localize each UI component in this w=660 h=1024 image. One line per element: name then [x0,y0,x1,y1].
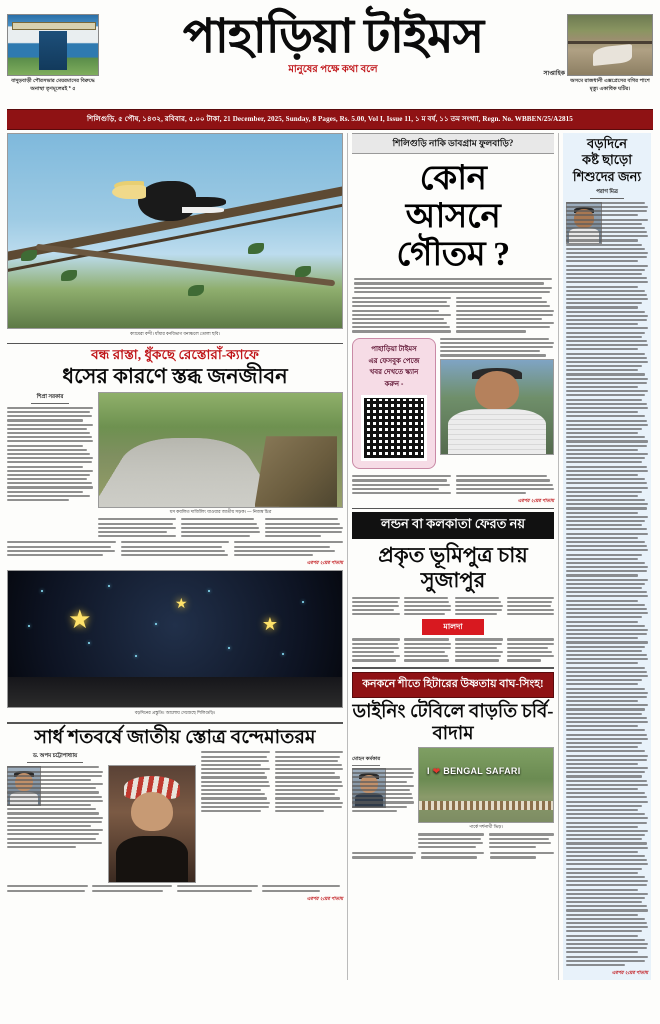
face [131,792,172,831]
hornbill-bird [138,181,196,221]
landslide-photo-caption: ধস কবলিত দার্জিলিং যাওয়ার জাতীয় সড়ক। — নিজস্ব চিত্র [169,509,272,515]
safari-kicker: কনকনে শীতে হিটারের উষ্ণতায় বাঘ-সিংহ! [352,672,554,698]
qr-code-icon[interactable] [361,395,427,461]
landslide-body-lower [7,541,343,558]
leaf-icon [61,270,77,281]
sujapur-body-2 [352,638,554,663]
issue-info-bar: শিলিগুড়ি, ৫ পৌষ, ১৪৩২, রবিবার, ৫.০০ টাকা, 21 December, 2025, Sunday, 8 Pages, Rs. 5.00, Vol I, Issue 11, ১ ম বর্ষ, ১১ তম সংখ্যা, Regn. No. WBBEN/25/A2815 [7,109,653,130]
landslide-body-text [7,407,93,501]
safari-byline: মোহন কর্মকার [352,756,380,766]
landslide-byline: শিপ্রা সরকার [7,392,93,407]
sujapur-headline-line-1: প্রকৃত ভূমিপুত্র চায় [378,543,528,568]
christmas-headline-line-2: কষ্ট ছাড়ো [581,152,633,168]
christmas-lights-photo [7,570,343,708]
sujapur-kicker: লন্ডন বা কলকাতা ফেরত নয় [352,512,554,539]
main-story-dateline [352,278,554,297]
hornbill-lead-photo [7,133,343,329]
fence [419,801,553,810]
left-column [7,133,347,980]
lights-photo-caption: বড়দিনের প্রস্তুতি। আলোয় সেজেছে শিলিগুড়ি। [134,709,216,715]
christmas-story-panel [563,133,651,980]
qr-promo-line-4: করুন - [384,381,404,389]
landslide-headline: ধসের কারণে স্তব্ধ জনজীবন [62,363,288,388]
periodicity-label: সাপ্তাহিক [543,71,565,78]
vandemataram-body-3 [7,885,343,893]
star-decoration-icon: ★ [175,594,188,611]
heart-icon: ❤ [432,765,441,776]
christmas-headline-line-3: শিশুদের জন্য [572,168,642,184]
masthead-right-photo-caption: অসমে রাজধানী এক্সপ্রেসের বগির পাশে মৃত্যু একাধিক ঘটির। [570,78,650,92]
landslide-body-continued [98,518,343,539]
main-headline-line-3: গৌতম ? [396,236,510,274]
qr-promo-line-1: পাহাড়িয়া টাইমস [371,345,417,353]
landslide-continued-marker: এরপর ২য়ের পাতায় [306,560,343,566]
bankimchandra-portrait-photo [108,765,196,883]
newspaper-title: পাহাড়িয়া টাইমস [182,11,484,63]
leaf-icon [188,285,204,296]
tree-branch-lower [35,244,334,287]
sujapur-body-1 [352,597,554,618]
bengal-safari-sign: I ❤ BENGAL SAFARI [427,765,521,776]
main-story-body-2 [440,338,554,357]
landslide-kicker: বন্ধ রাস্তা, ধুঁকছে রেস্তোরাঁ-ক্যাফে [91,346,259,362]
christmas-byline: পরাগ মিত্র [566,187,648,202]
divider [7,722,343,724]
landslide-road-photo [98,392,343,508]
star-decoration-icon: ★ [68,604,92,635]
christmas-headline-line-1: বড়দিনে [586,136,628,151]
leaf-icon [295,266,311,277]
main-headline-line-1: কোন [419,160,487,197]
safari-headline: ডাইনিং টেবিলে বাড়তি চর্বি-বাদাম [352,701,554,744]
sujapur-headline-line-2: সুজাপুর [420,568,486,593]
municipality-building-photo [7,14,99,76]
masthead-left-photo-caption: বাদুড়বাড়ী পৌরসভার মেয়রমাদের বিরুদ্ধে অনাস্থা তৃণমূলেরই * ৫ [11,78,95,92]
main-story-body-1 [352,297,554,335]
qr-promo-line-3: খবর দেখতে স্ক্যান [369,369,419,377]
facebook-qr-promo[interactable] [352,338,436,470]
star-decoration-icon: ★ [261,613,278,634]
train-accident-photo [567,14,653,76]
malda-location-badge: মালদা [422,619,484,635]
christmas-body-1 [566,202,648,966]
vandemataram-headline: সার্ধ শতবর্ষে জাতীয় স্তোত্র বন্দেমাতরম [34,726,316,748]
safari-body-2 [418,833,554,850]
robe [116,836,188,882]
vandemataram-body-1 [7,766,103,848]
middle-column [347,133,559,980]
bengal-safari-photo [418,747,554,823]
masthead-center [99,11,567,79]
qr-promo-line-2: এর ফেসবুক পেজে [368,357,420,365]
christmas-continued-marker: এরপর ২য়ের পাতায় [611,970,648,976]
content-grid [7,133,653,980]
vandemataram-byline: ড. অপম চট্টোপাধ্যায় [7,751,103,766]
main-story-continued-marker: এরপর ২য়ের পাতায় [517,498,554,504]
divider [352,508,554,509]
vandemataram-continued-marker: এরপর ২য়ের পাতায় [306,895,343,901]
masthead [7,6,653,106]
leaf-icon [248,243,264,254]
safari-body-3 [352,852,554,860]
vandemataram-body-2 [201,751,343,814]
newspaper-tagline: মানুষের পক্ষে কথা বলে [288,64,378,76]
masthead-right-photo-block [567,14,653,94]
right-column [559,133,651,980]
safari-photo-caption: পার্কে দর্শনার্থী ভিড়। [469,824,503,830]
politician-portrait-photo [440,359,554,455]
main-headline-line-2: আসনে [405,198,501,236]
main-story-body-3 [352,475,554,496]
masthead-left-photo-block [7,14,99,94]
main-story-kicker: শিলিগুড়ি নাকি ডাবগ্রাম ফুলবাড়ি? [352,133,554,154]
masthead-subrow [103,62,563,79]
hornbill-photo-caption: ক্যামেরা বন্দী। ধাঁধার বনবিভাগ বনাঞ্চলে তোলা ছবি। [130,330,220,336]
divider [352,667,554,669]
divider [7,343,343,344]
road-strip [8,677,342,707]
leaf-icon [21,250,37,261]
